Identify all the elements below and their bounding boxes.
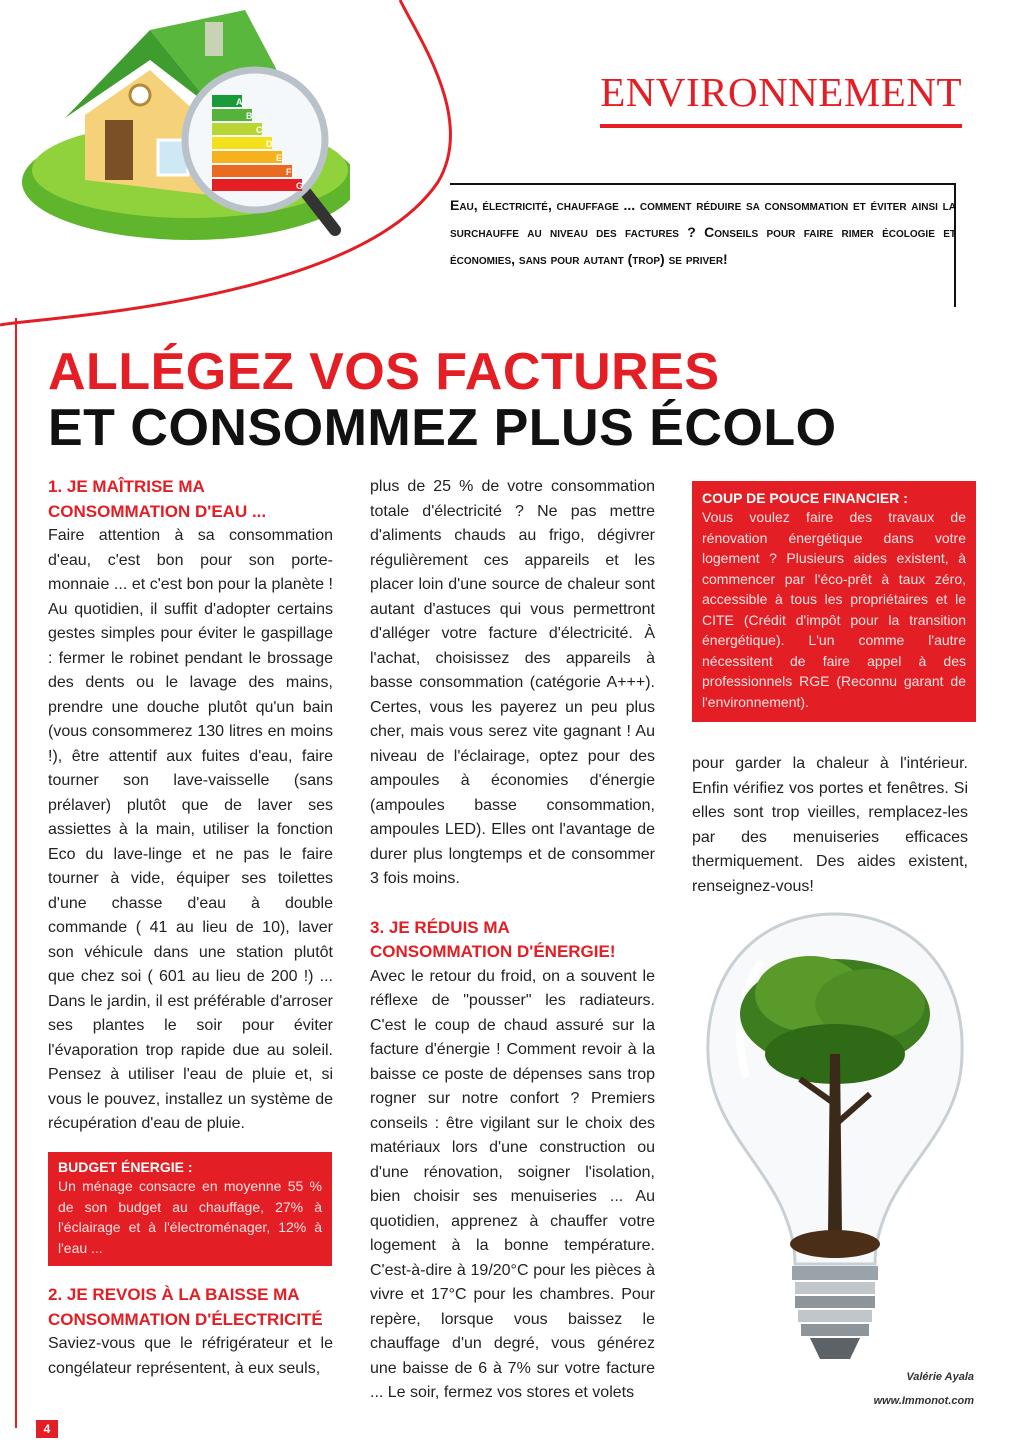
section-3-heading: 3. JE RÉDUIS MA CONSOMMATION D'ÉNERGIE! xyxy=(370,917,616,961)
section-title: ENVIRONNEMENT xyxy=(600,69,962,115)
author-name: Valérie Ayala xyxy=(906,1371,974,1383)
headline xyxy=(48,344,837,456)
section-3-body: Avec le retour du froid, on a souvent le réflexe de "pousser" les radiateurs. C'est le coup de chaud assuré sur la facture d'énergie ! Comment revoir à la baisse ce poste de dépenses sans trop rogner sur notre confort ? Premiers conseils : être vigilant sur le choix des matériaux lors d'une construction ou d'une rénovation, soigner l'isolation, bien choisir ses menuiseries ... Au quotidien, apprenez à chauffer votre logement à la bonne température. C'est-à-dire à 19/20°C pour les pièces à vivre et 17°C pour les chambres. Pour repère, lorsque vous baissez le chauffage d'un degré, vous générez une baisse de 6 à 7% sur votre facture ... Le soir, fermez vos stores et volets xyxy=(370,967,655,1401)
section-1-body: Faire attention à sa consommation d'eau, c'est bon pour son porte-monnaie ... et c'est bon pour la planète ! Au quotidien, il suffit d'adopter certains gestes simples pour éviter le gaspillage : fermer le robinet pendant le brossage des dents ou le lavage des mains, prendre une douche plutôt qu'un bain (vous consommerez 130 litres en moins !), être attentif aux fuites d'eau, faire tourner son lave-vaisselle (sans prélaver) plutôt que de laver ses assiettes à la main, utiliser la fonction Eco du lave-linge et ne pas le faire tourner à vide, équiper ses toilettes d'une chasse d'eau à double commande ( 41 au lieu de 10), laver son véhicule dans une station plutôt que chez soi ( 601 au lieu de 200 !) ... Dans le jardin, il est préférable d'arroser ses plantes le soir pour éviter l'évaporation trop rapide due au soleil. Pensez à utiliser l'eau de pluie et, si vous le pouvez, installez un système de récupération d'eau de pluie. xyxy=(48,527,333,1132)
energy-label-letter: B xyxy=(246,111,253,121)
headline-line-1: ALLÉGEZ VOS FACTURES xyxy=(48,343,720,401)
tree-lightbulb-image xyxy=(700,904,970,1384)
column-2 xyxy=(370,475,655,1406)
budget-box xyxy=(48,1152,332,1266)
column-1 xyxy=(48,475,333,1137)
energy-label-letter: A xyxy=(236,97,243,107)
author-credit xyxy=(874,1365,974,1413)
coup-text: Vous voulez faire des travaux de rénovation énergétique dans votre logement ? Plusieurs aides existent, à commencer par l'éco-prêt à taux zéro, accessible à tous les propriétaires et le CITE (Crédit d'impôt pour la transition énergétique). L'un comme l'autre nécessitent de faire appel à des professionnels RGE (Reconnu garant de l'environnement). xyxy=(702,509,966,710)
headline-line-2: ET CONSOMMEZ PLUS ÉCOLO xyxy=(48,399,837,457)
coup-de-pouce-box xyxy=(692,481,976,722)
budget-title: BUDGET ÉNERGIE : xyxy=(58,1159,193,1175)
intro-text: Eau, électricité, chauffage ... comment réduire sa consommation et éviter ainsi la surchauffe au niveau des factures ? Conseils pour faire rimer écologie et économies, sans pour autant (trop) se priver! xyxy=(450,197,956,267)
coup-title: COUP DE POUCE FINANCIER : xyxy=(702,490,908,506)
section-1-heading: 1. JE MAÎTRISE MA CONSOMMATION D'EAU ... xyxy=(48,477,267,521)
section-2-body-start: Saviez-vous que le réfrigérateur et le congélateur représentent, à eux seuls, xyxy=(48,1335,333,1377)
left-red-rule xyxy=(15,318,17,1428)
energy-label-letter: C xyxy=(256,125,263,135)
section-title-rule xyxy=(600,124,962,128)
page-number: 4 xyxy=(36,1420,58,1438)
budget-text: Un ménage consacre en moyenne 55 % de son budget au chauffage, 27% à l'éclairage et à l'électroménager, 12% à l'eau ... xyxy=(58,1178,322,1256)
column-1-bottom xyxy=(48,1283,333,1381)
house-energy-illustration xyxy=(10,0,350,250)
author-site: www.Immonot.com xyxy=(873,1395,974,1407)
energy-label-letter: F xyxy=(286,167,292,177)
section-2-body-cont: plus de 25 % de votre consommation totale d'électricité ? Ne pas mettre d'aliments chauds au frigo, dégivrer régulièrement ces appareils et les placer loin d'une source de chaleur sont autant d'astuces qui vous permettront d'alléger votre facture d'électricité. À l'achat, choisissez des appareils à basse consommation (catégorie A+++). Certes, vous les payerez un peu plus cher, mais vous serez vite gagnant ! Au niveau de l'éclairage, optez pour des ampoules à économies d'énergie (ampoules basse consommation, ampoules LED). Elles ont l'avantage de durer plus longtemps et de consommer 3 fois moins. xyxy=(370,478,655,887)
energy-label-letter: G xyxy=(296,181,304,191)
energy-label-letter: D xyxy=(266,139,273,149)
section-3-body-cont: pour garder la chaleur à l'intérieur. Enfin vérifiez vos portes et fenêtres. Si elles sont trop vieilles, remplacez-les par des menuiseries efficaces thermiquement. Des aides existent, renseignez-vous! xyxy=(692,755,968,895)
column-3 xyxy=(692,752,968,899)
energy-label-letter: E xyxy=(276,153,283,163)
section-2-heading: 2. JE REVOIS À LA BAISSE MA CONSOMMATION D'ÉLECTRICITÉ xyxy=(48,1285,323,1329)
